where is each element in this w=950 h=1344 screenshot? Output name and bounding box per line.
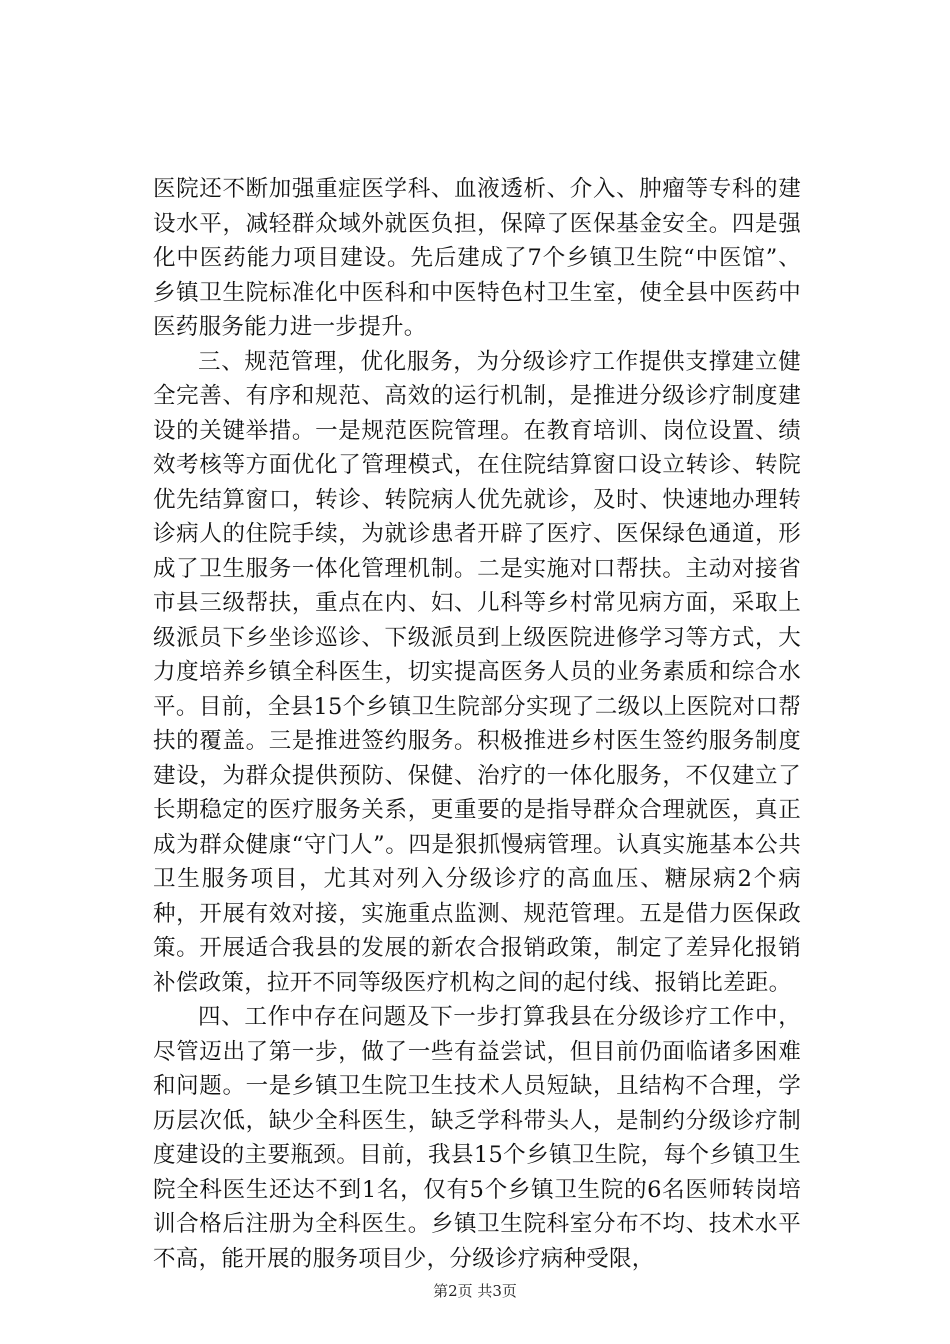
paragraph-section-three: 三、规范管理，优化服务，为分级诊疗工作提供支撑建立健全完善、有序和规范、高效的运行机制，是推进分级诊疗制度建设的关键举措。一是规范医院管理。在教育培训、岗位设置、绩效考核等方面优化了管理模式，在住院结算窗口设立转诊、转院优先结算窗口，转诊、转院病人优先就诊，及时、快速地办理转诊病人的住院手续，为就诊患者开辟了医疗、医保绿色通道，形成了卫生服务一体化管理机制。二是实施对口帮扶。主动对接省市县三级帮扶，重点在内、妇、儿科等乡村常见病方面，采取上级派员下乡坐诊巡诊、下级派员到上级医院进修学习等方式，大力度培养乡镇全科医生，切实提高医务人员的业务素质和综合水平。目前，全县15个乡镇卫生院部分实现了二级以上医院对口帮扶的覆盖。三是推进签约服务。积极推进乡村医生签约服务制度建设，为群众提供预防、保健、治疗的一体化服务，不仅建立了长期稳定的医疗服务关系，更重要的是指导群众合理就医，真正成为群众健康“守门人”。四是狠抓慢病管理。认真实施基本公共卫生服务项目，尤其对列入分级诊疗的高血压、糖尿病2个病种，开展有效对接，实施重点监测、规范管理。五是借力医保政策。开展适合我县的发展的新农合报销政策，制定了差异化报销补偿政策，拉开不同等级医疗机构之间的起付线、报销比差距。 — [153, 348, 801, 996]
page-number-footer: 第2页 共3页 — [433, 1282, 517, 1300]
paragraph-continuation: 医院还不断加强重症医学科、血液透析、介入、肿瘤等专科的建设水平，减轻群众域外就医负担，保障了医保基金安全。四是强化中医药能力项目建设。先后建成了7个乡镇卫生院“中医馆”、乡镇卫生院标准化中医科和中医特色村卫生室，使全县中医药中医药服务能力进一步提升。 — [153, 176, 801, 340]
paragraph-section-four: 四、工作中存在问题及下一步打算我县在分级诊疗工作中，尽管迈出了第一步，做了一些有益尝试，但目前仍面临诸多困难和问题。一是乡镇卫生院卫生技术人员短缺，且结构不合理，学历层次低，缺少全科医生，缺乏学科带头人，是制约分级诊疗制度建设的主要瓶颈。目前，我县15个乡镇卫生院，每个乡镇卫生院全科医生还达不到1名，仅有5个乡镇卫生院的6名医师转岗培训合格后注册为全科医生。乡镇卫生院科室分布不均、技术水平不高，能开展的服务项目少，分级诊疗病种受限， — [153, 1004, 801, 1272]
document-body — [153, 172, 801, 1272]
